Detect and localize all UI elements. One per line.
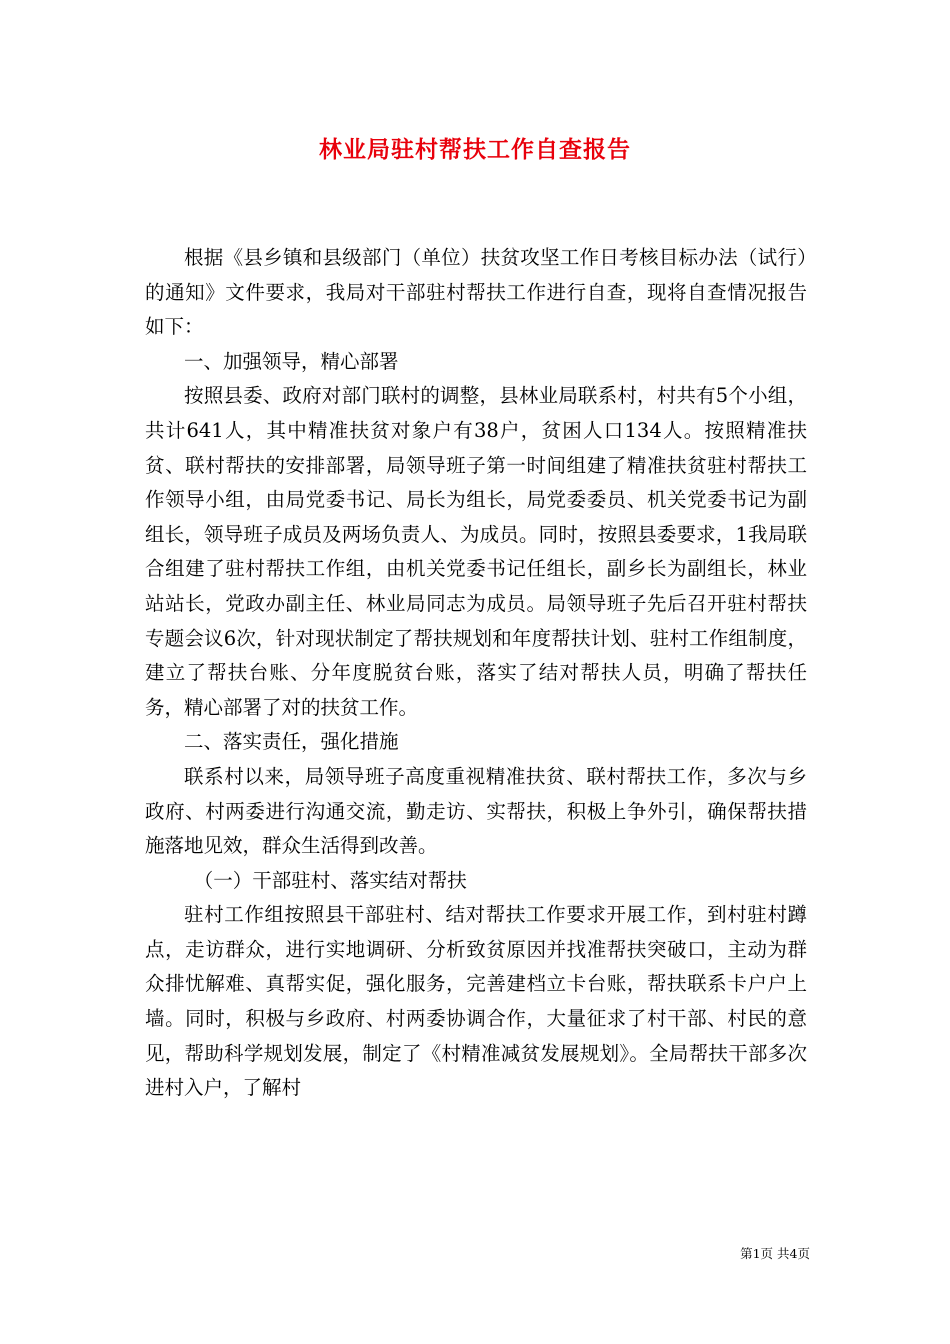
section-2-paragraph: 联系村以来，局领导班子高度重视精准扶贫、联村帮扶工作，多次与乡政府、村两委进行沟通交流，勤走访、实帮扶，积极上争外引，确保帮扶措施落地见效，群众生活得到改善。 — [145, 764, 807, 858]
section-1-paragraph: 按照县委、政府对部门联村的调整，县林业局联系村，村共有5个小组，共计641人，其中精准扶贫对象户有38户，贫困人口134人。按照精准扶贫、联村帮扶的安排部署，局领导班子第一时间组建了精准扶贫驻村帮扶工作领导小组，由局党委书记、局长为组长，局党委委员、机关党委书记为副组长，领导班子成员及两场负责人、为成员。同时，按照县委要求，1我局联合组建了驻村帮扶工作组，由机关党委书记任组长，副乡长为副组长，林业站站长，党政办副主任、林业局同志为成员。局领导班子先后召开驻村帮扶专题会议6次，针对现状制定了帮扶规划和年度帮扶计划、驻村工作组制度，建立了帮扶台账、分年度脱贫台账，落实了结对帮扶人员，明确了帮扶任务，精心部署了对的扶贫工作。 — [145, 384, 807, 719]
intro-paragraph: 根据《县乡镇和县级部门（单位）扶贫攻坚工作日考核目标办法（试行）的通知》文件要求，我局对干部驻村帮扶工作进行自查，现将自查情况报告如下： — [145, 246, 807, 339]
section-heading-2: 二、落实责任，强化措施 — [184, 730, 399, 754]
section-heading-1: 一、加强领导，精心部署 — [184, 349, 399, 373]
document-title: 林业局驻村帮扶工作自查报告 — [319, 136, 631, 163]
subsection-heading-1: （一）干部驻村、落实结对帮扶 — [193, 868, 467, 892]
subsection-1-paragraph: 驻村工作组按照县干部驻村、结对帮扶工作要求开展工作，到村驻村蹲点，走访群众，进行实地调研、分析致贫原因并找准帮扶突破口，主动为群众排忧解难、真帮实促，强化服务，完善建档立卡台账，帮扶联系卡户户上墙。同时，积极与乡政府、村两委协调合作，大量征求了村干部、村民的意见，帮助科学规划发展，制定了《村精准减贫发展规划》。全局帮扶干部多次进村入户，了解村 — [145, 903, 807, 1100]
document-body — [145, 241, 807, 1106]
page-number: 第1页 共4页 — [740, 1246, 810, 1261]
